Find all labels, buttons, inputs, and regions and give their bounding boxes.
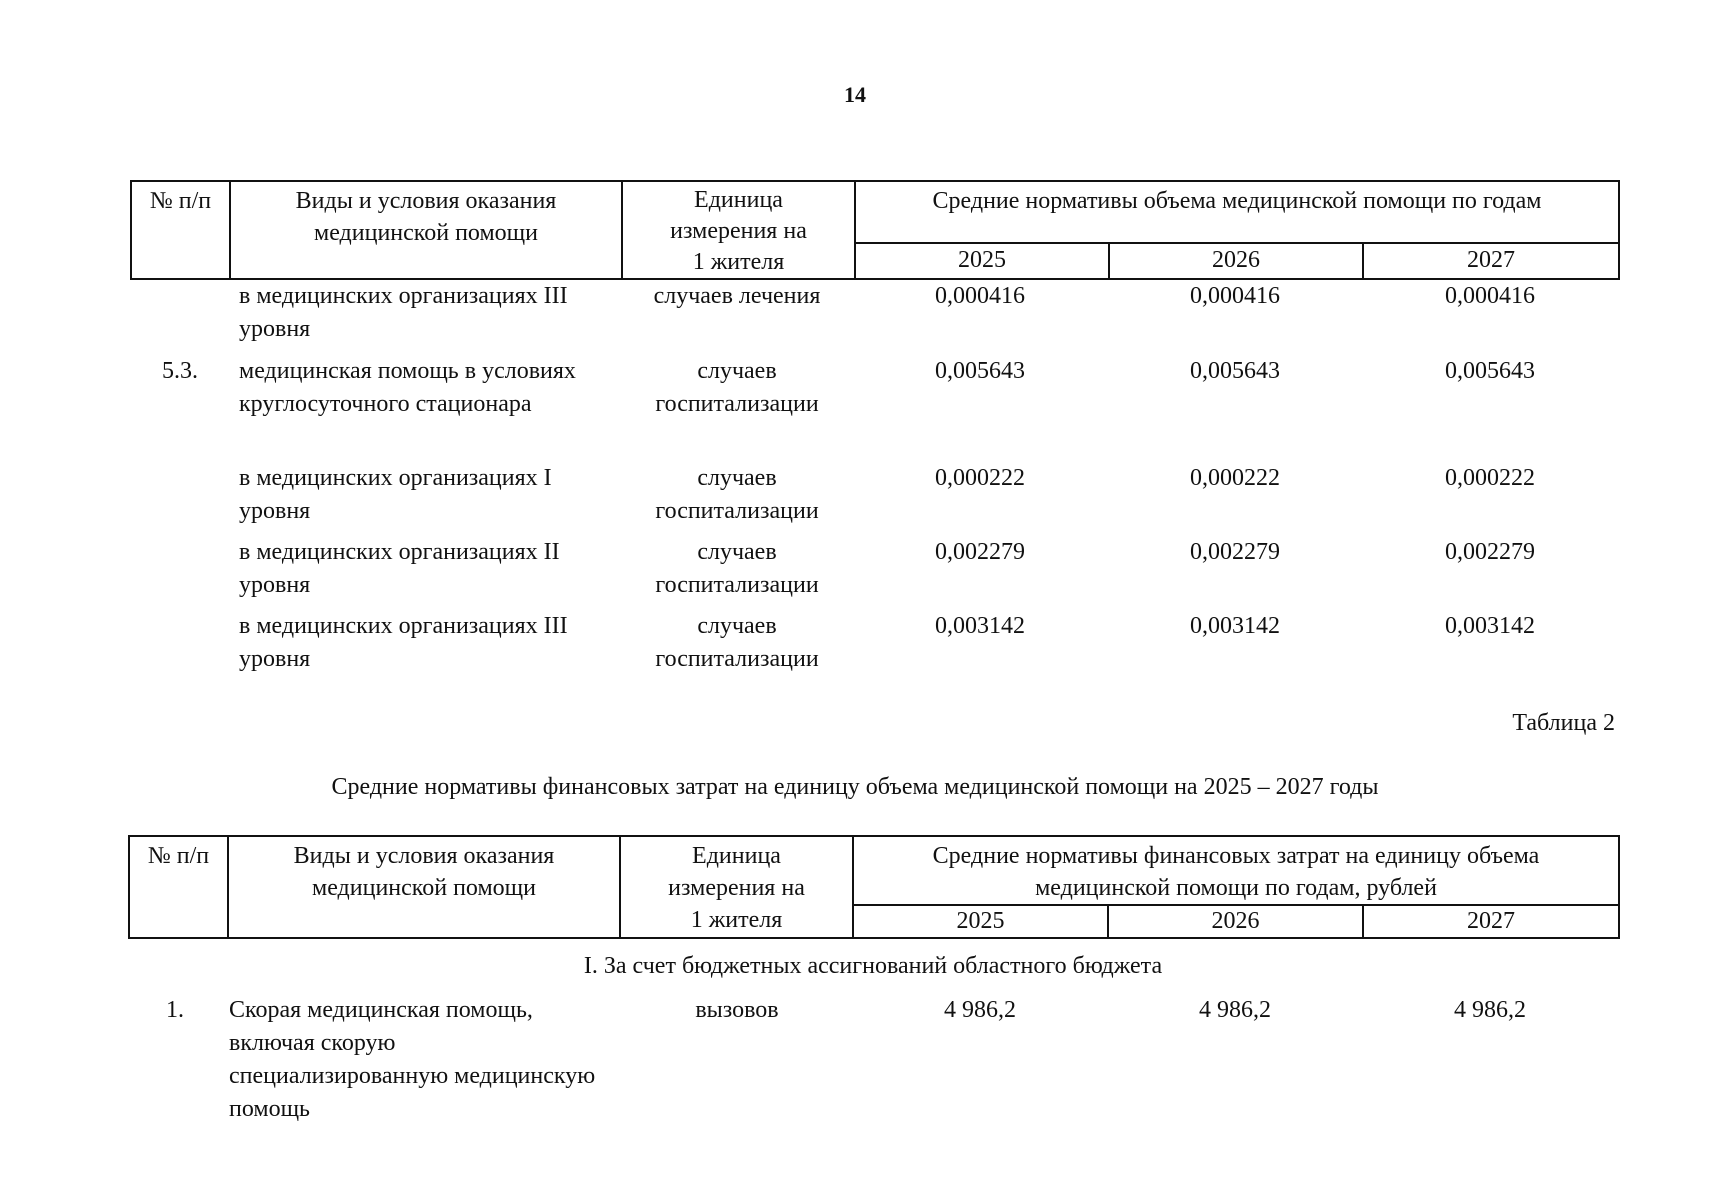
table1-header-year-2026: 2026 (1109, 243, 1363, 279)
table1-row1-value-2026: 0,000416 (1190, 283, 1280, 309)
table2-row1-value-2025: 4 986,2 (944, 997, 1016, 1023)
table1-row2-name: медицинская помощь в условиях круглосуточного стационара (239, 358, 576, 417)
table1-row1-unit: случаев лечения (653, 283, 821, 309)
table1-row4-value-2025: 0,002279 (935, 539, 1025, 565)
table1-row2-unit: случаев госпитализации (655, 358, 819, 417)
table1-row5-value-2026: 0,003142 (1190, 613, 1280, 639)
table1-row5-unit: случаев госпитализации (655, 613, 819, 672)
table2-header-year-2025: 2025 (853, 905, 1108, 938)
table1-row4-unit: случаев госпитализации (655, 539, 819, 598)
table2-section-title: I. За счет бюджетных ассигнований областного бюджета (583, 953, 1163, 979)
table1-row3-value-2026: 0,000222 (1190, 465, 1280, 491)
table1-row1-value-2027: 0,000416 (1445, 283, 1535, 309)
table1-header (130, 180, 1620, 280)
table1-row1-value-2025: 0,000416 (935, 283, 1025, 309)
table1-row4-name: в медицинских организациях II уровня (239, 539, 560, 598)
table1-row2-value-2025: 0,005643 (935, 358, 1025, 384)
table2-title: Средние нормативы финансовых затрат на единицу объема медицинской помощи на 2025 – 2027 годы (331, 774, 1379, 800)
page-number: 14 (844, 82, 866, 107)
table1-row2-num: 5.3. (162, 358, 198, 384)
table1-row3-value-2025: 0,000222 (935, 465, 1025, 491)
table2-row1-unit: вызовов (695, 997, 779, 1023)
table1-header-year-2025: 2025 (855, 243, 1109, 279)
table2-header-year-2026: 2026 (1108, 905, 1363, 938)
table1-row2-value-2027: 0,005643 (1445, 358, 1535, 384)
table1-header-types: Виды и условия оказания медицинской помощи (230, 181, 622, 279)
table2-row1-value-2026: 4 986,2 (1199, 997, 1271, 1023)
table1-header-year-2027: 2027 (1363, 243, 1619, 279)
table1-row1-name: в медицинских организациях III уровня (239, 283, 568, 342)
table2-header-group: Средние нормативы финансовых затрат на единицу объема медицинской помощи по годам, рублей (853, 836, 1619, 905)
table2-header-year-2027: 2027 (1363, 905, 1619, 938)
table2-row1-value-2027: 4 986,2 (1454, 997, 1526, 1023)
table1-row5-name: в медицинских организациях III уровня (239, 613, 568, 672)
table2-header-types: Виды и условия оказания медицинской помощи (228, 836, 620, 938)
table1-row4-value-2026: 0,002279 (1190, 539, 1280, 565)
table2-header (128, 835, 1620, 939)
table2-header-num: № п/п (129, 836, 228, 938)
table1-header-group: Средние нормативы объема медицинской помощи по годам (855, 181, 1619, 243)
table1-row5-value-2025: 0,003142 (935, 613, 1025, 639)
table1-header-num: № п/п (131, 181, 230, 279)
table1-row2-value-2026: 0,005643 (1190, 358, 1280, 384)
table1-row5-value-2027: 0,003142 (1445, 613, 1535, 639)
table2-row1-name: Скорая медицинская помощь, включая скорую специализированную медицинскую помощь (229, 997, 596, 1122)
table1-row4-value-2027: 0,002279 (1445, 539, 1535, 565)
table1-row3-unit: случаев госпитализации (655, 465, 819, 524)
table2-row1-num: 1. (166, 997, 184, 1023)
table2-header-unit: Единица измерения на 1 жителя (620, 836, 853, 938)
table1-row3-value-2027: 0,000222 (1445, 465, 1535, 491)
table1-header-unit: Единица измерения на 1 жителя (622, 181, 855, 279)
table1-row3-name: в медицинских организациях I уровня (239, 465, 552, 524)
table2-label: Таблица 2 (1512, 710, 1615, 736)
